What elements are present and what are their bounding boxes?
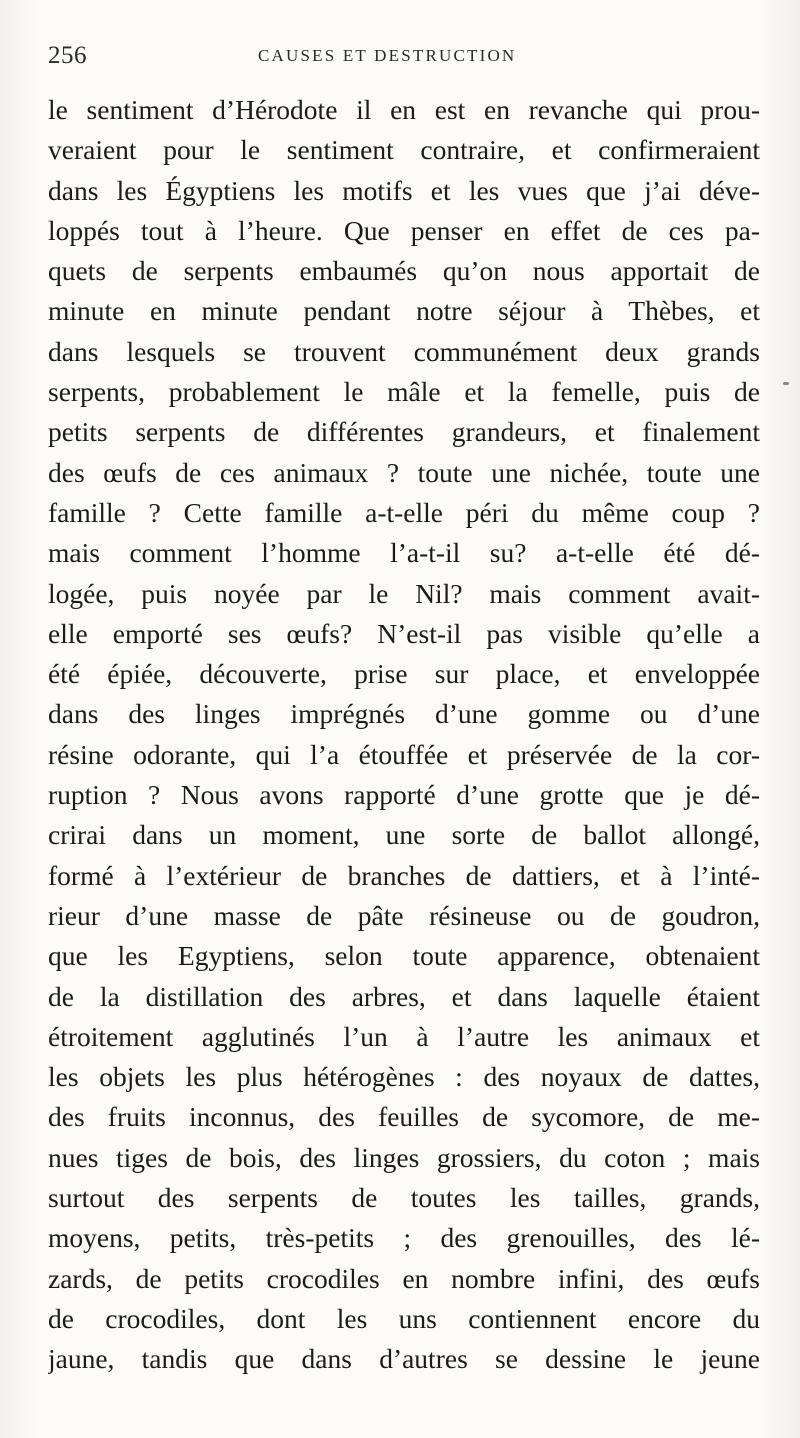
page-number: 256 xyxy=(48,42,87,69)
text-line: ruption ? Nous avons rapporté d’une grotte que je dé- xyxy=(48,779,760,811)
text-line: minute en minute pendant notre séjour à Thèbes, et xyxy=(48,295,760,327)
text-line: dans les Égyptiens les motifs et les vues que j’ai déve- xyxy=(48,174,760,206)
text-line: les objets les plus hétérogènes : des noyaux de dattes, xyxy=(48,1061,760,1093)
text-line: veraient pour le sentiment contraire, et confirmeraient xyxy=(48,134,760,166)
text-line: serpents, probablement le mâle et la femelle, puis de xyxy=(48,376,760,408)
text-line: formé à l’extérieur de branches de dattiers, et à l’inté- xyxy=(48,859,760,891)
text-line: petits serpents de différentes grandeurs, et finalement xyxy=(48,416,760,448)
text-line: de la distillation des arbres, et dans laquelle étaient xyxy=(48,980,760,1012)
text-line: été épiée, découverte, prise sur place, et enveloppée xyxy=(48,658,760,690)
text-line: logée, puis noyée par le Nil? mais comment avait- xyxy=(48,577,760,609)
text-line: zards, de petits crocodiles en nombre infini, des œufs xyxy=(48,1262,760,1294)
text-line: résine odorante, qui l’a étouffée et préservée de la cor- xyxy=(48,738,760,770)
text-line: quets de serpents embaumés qu’on nous apportait de xyxy=(48,255,760,287)
text-line: mais comment l’homme l’a-t-il su? a-t-elle été dé- xyxy=(48,537,760,569)
text-line: loppés tout à l’heure. Que penser en effet de ces pa- xyxy=(48,214,760,246)
running-head: CAUSES ET DESTRUCTION xyxy=(258,46,517,65)
text-line: jaune, tandis que dans d’autres se dessine le jeune xyxy=(48,1343,760,1375)
text-line: des fruits inconnus, des feuilles de sycomore, de me- xyxy=(48,1101,760,1133)
text-line: de crocodiles, dont les uns contiennent encore du xyxy=(48,1302,760,1334)
text-line: nues tiges de bois, des linges grossiers, du coton ; mais xyxy=(48,1141,760,1173)
text-line: surtout des serpents de toutes les tailles, grands, xyxy=(48,1182,760,1214)
text-line: le sentiment d’Hérodote il en est en revanche qui prou- xyxy=(48,94,760,125)
text-line: famille ? Cette famille a-t-elle péri du même coup ? xyxy=(48,496,760,528)
text-line: étroitement agglutinés l’un à l’autre les animaux et xyxy=(48,1020,760,1052)
text-line: elle emporté ses œufs? N’est-il pas visible qu’elle a xyxy=(48,617,760,649)
text-line: crirai dans un moment, une sorte de ballot allongé, xyxy=(48,819,760,851)
text-line: que les Egyptiens, selon toute apparence, obtenaient xyxy=(48,940,760,972)
text-line: rieur d’une masse de pâte résineuse ou de goudron, xyxy=(48,899,760,931)
page-header xyxy=(48,42,758,72)
body-text xyxy=(48,90,760,1380)
text-line: dans des linges imprégnés d’une gomme ou d’une xyxy=(48,698,760,730)
text-line: dans lesquels se trouvent communément deux grands xyxy=(48,335,760,367)
margin-speck xyxy=(783,382,789,385)
text-line: moyens, petits, très-petits ; des grenouilles, des lé- xyxy=(48,1222,760,1254)
text-line: des œufs de ces animaux ? toute une nichée, toute une xyxy=(48,456,760,488)
